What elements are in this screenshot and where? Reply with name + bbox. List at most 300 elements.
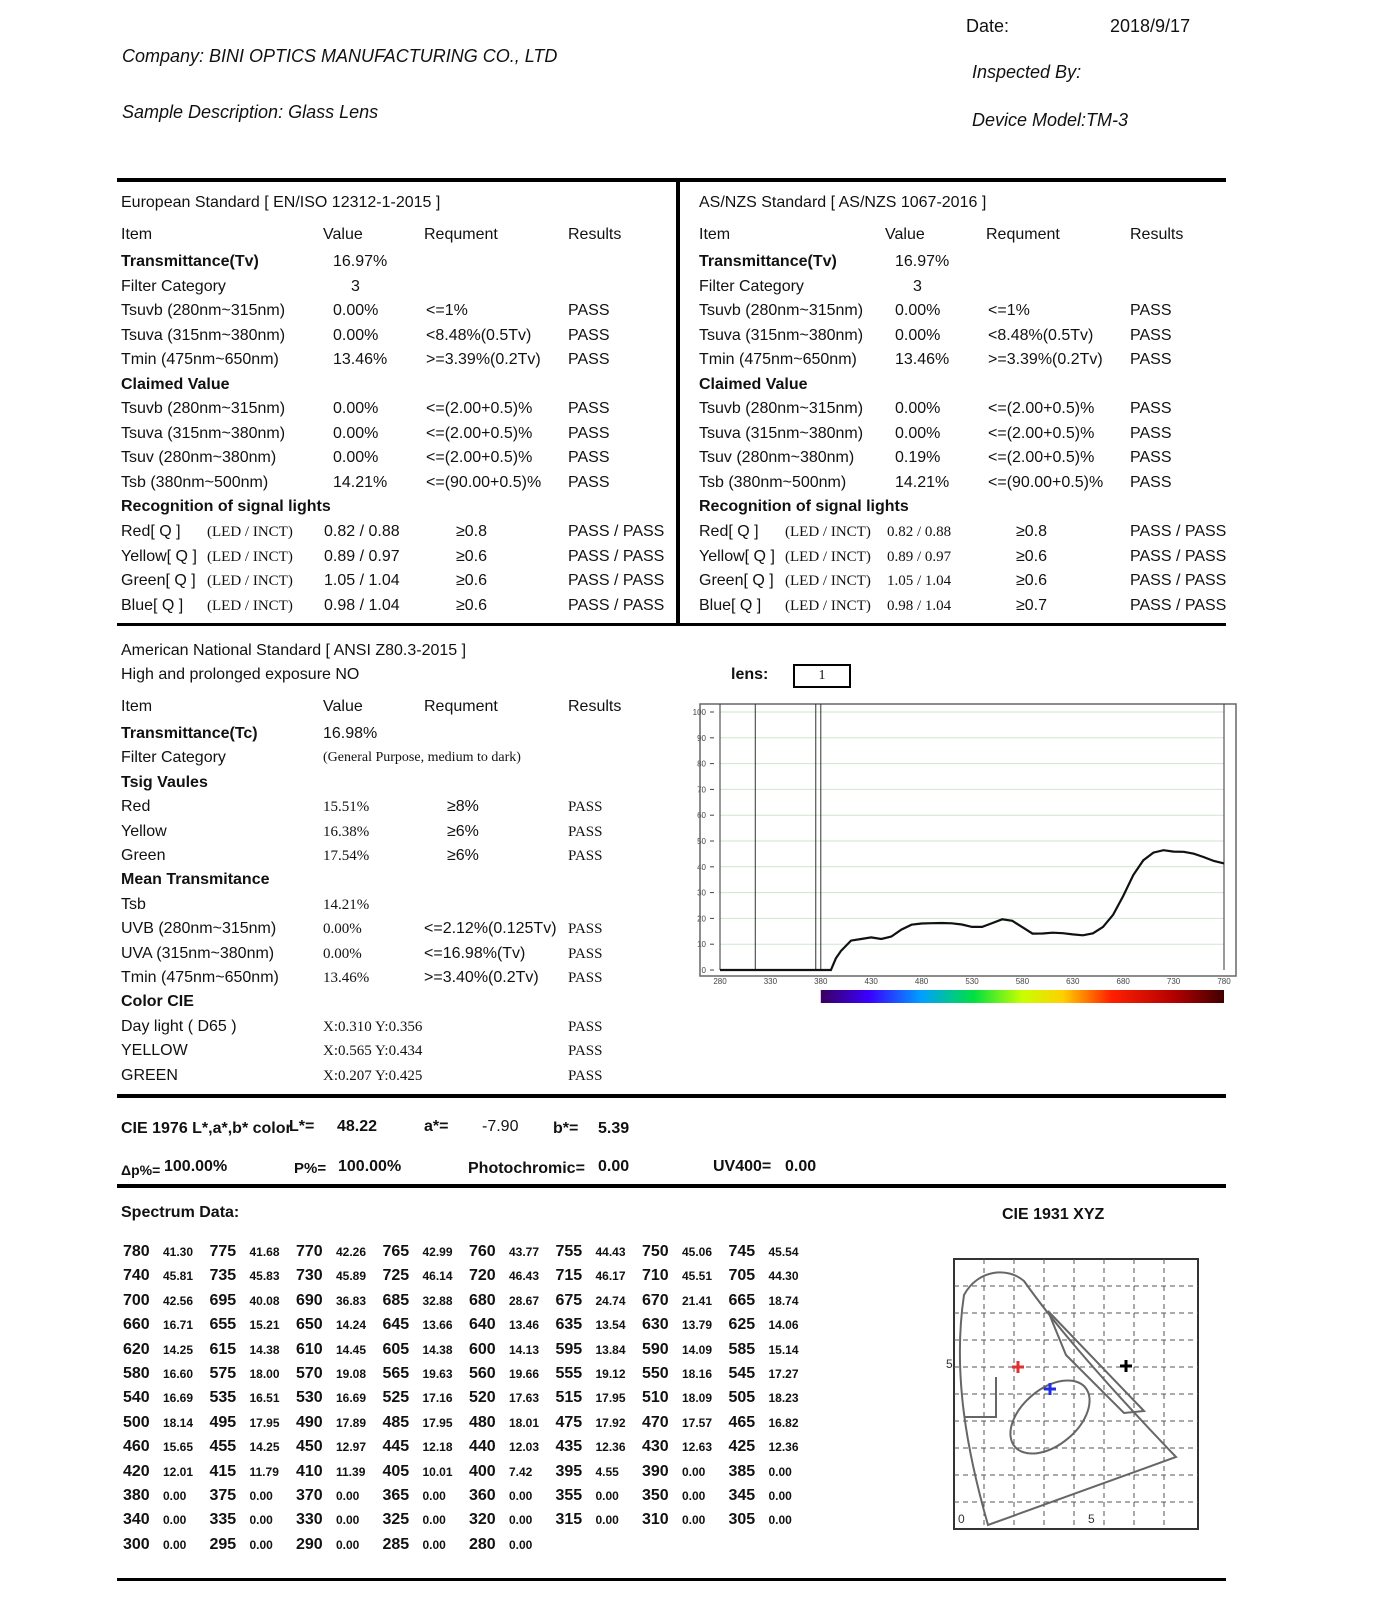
spectral-locus [960, 1272, 1176, 1525]
top-rule [117, 178, 1226, 182]
transmittance-value: 19.63 [422, 1367, 453, 1381]
row-item: Tsuv (280nm~380nm) [699, 449, 855, 466]
signal-value: 0.89 / 0.97 [887, 548, 952, 565]
transmittance-value: 17.16 [422, 1391, 453, 1406]
table-row [121, 348, 661, 372]
table-row [121, 422, 661, 446]
signal-sub: (LED / INCT) [785, 524, 871, 540]
row-item: Tsuva (315nm~380nm) [699, 326, 864, 344]
l-star-value: 48.22 [337, 1118, 378, 1135]
row-result: PASS [568, 326, 610, 344]
cie1931-diagram [948, 1255, 1206, 1535]
transmittance-value: 21.41 [682, 1293, 713, 1308]
row-item: Transmittance(Tv) [121, 253, 259, 270]
wavelength: 485 [382, 1413, 410, 1431]
row-item: Green [121, 847, 166, 864]
spectrum-row [123, 1411, 943, 1435]
wavelength: 465 [728, 1413, 756, 1431]
wavelength: 450 [296, 1438, 323, 1456]
table-row [699, 446, 1239, 470]
signal-requirement: ≥0.8 [456, 523, 488, 540]
wavelength: 310 [642, 1511, 669, 1529]
row-item: Filter Category [699, 277, 804, 295]
transmittance-value: 18.09 [682, 1391, 713, 1406]
wavelength: 475 [555, 1413, 583, 1431]
wavelength: 440 [469, 1438, 496, 1456]
uv400-value: 0.00 [785, 1158, 817, 1175]
row-result: PASS [568, 848, 603, 864]
signal-region-1 [1048, 1311, 1144, 1413]
signal-row [699, 569, 1259, 593]
signal-result: PASS / PASS [1130, 596, 1227, 614]
signal-result: PASS / PASS [568, 523, 665, 540]
table-row [699, 324, 1239, 348]
row-result: PASS [1130, 302, 1172, 319]
transmittance-value: 17.95 [249, 1415, 280, 1430]
wavelength: 285 [382, 1535, 410, 1553]
transmittance-value: 0.00 [768, 1464, 792, 1479]
row-requirement: ≥6% [447, 822, 479, 840]
row-requirement: <=(2.00+0.5)% [426, 400, 533, 417]
row-requirement: >=3.39%(0.2Tv) [426, 351, 541, 368]
row-item: Tsb (380nm~500nm) [699, 473, 847, 491]
signal-result: PASS / PASS [568, 547, 665, 565]
wavelength: 315 [555, 1511, 583, 1529]
wavelength: 395 [555, 1462, 583, 1480]
wavelength: 545 [728, 1365, 756, 1382]
cie1976-label: CIE 1976 L*,a*,b* color [121, 1120, 292, 1137]
signal-sub: (LED / INCT) [207, 573, 293, 589]
row-result: PASS [568, 424, 610, 442]
table-row [121, 250, 661, 274]
wavelength: 725 [382, 1267, 410, 1285]
wavelength: 455 [209, 1438, 237, 1456]
ansi-subtitle: High and prolonged exposure NO [121, 666, 360, 683]
wavelength: 735 [209, 1267, 237, 1285]
table-row [121, 397, 661, 421]
signal-sub: (LED / INCT) [207, 548, 293, 565]
transmittance-value: 40.08 [249, 1293, 280, 1308]
table-row [121, 471, 661, 495]
device-model: Device Model:TM-3 [972, 110, 1129, 130]
transmittance-value: 19.66 [509, 1367, 540, 1381]
row-item: Mean Transmitance [121, 871, 270, 889]
wavelength: 495 [209, 1413, 237, 1431]
signal-item: Yellow[ Q ] [121, 547, 197, 565]
transmittance-curve [720, 850, 1224, 970]
row-result: PASS [568, 1018, 603, 1035]
signal-result: PASS / PASS [568, 596, 665, 614]
row-result: PASS [568, 945, 603, 962]
row-result: PASS [568, 351, 610, 368]
row-result: PASS [1130, 449, 1172, 466]
spectrum-title: Spectrum Data: [121, 1204, 240, 1221]
wavelength: 625 [728, 1316, 756, 1334]
wavelength: 415 [209, 1462, 237, 1480]
transmittance-value: 13.84 [595, 1342, 626, 1357]
row-item: Recognition of signal lights [699, 498, 909, 515]
wavelength: 730 [296, 1267, 323, 1285]
row-item: Tsb (380nm~500nm) [121, 473, 269, 491]
wavelength: 345 [728, 1487, 756, 1504]
col-results-header: Results [1130, 226, 1184, 243]
lens-number-box: 1 [793, 664, 851, 688]
signal-requirement: ≥0.7 [1016, 596, 1048, 614]
wavelength: 755 [555, 1243, 583, 1260]
signal-row [121, 520, 681, 544]
bottom-rule [117, 1578, 1226, 1581]
wavelength: 305 [728, 1511, 756, 1529]
a-star-label: a*= [424, 1118, 449, 1135]
row-item: YELLOW [121, 1042, 188, 1060]
transmittance-value: 0.00 [249, 1537, 273, 1552]
wavelength: 745 [728, 1243, 756, 1260]
transmittance-value: 45.51 [682, 1269, 713, 1284]
delta-p-value: 100.00% [164, 1158, 228, 1175]
signal-item: Yellow[ Q ] [699, 547, 775, 565]
transmittance-value: 36.83 [336, 1293, 367, 1308]
cie-rule [117, 1094, 1226, 1098]
wavelength: 535 [209, 1389, 237, 1407]
transmittance-value: 42.56 [163, 1293, 194, 1308]
transmittance-value: 32.88 [422, 1293, 453, 1308]
table-row [699, 250, 1239, 274]
row-requirement: ≥6% [447, 847, 479, 864]
spectrum-row [123, 1435, 943, 1459]
wavelength: 500 [123, 1413, 150, 1431]
transmittance-value: 17.92 [595, 1415, 626, 1430]
col-value-header: Value [323, 698, 363, 715]
row-result: PASS [1130, 351, 1172, 368]
wavelength: 560 [469, 1365, 496, 1382]
cie-tick-0: 0 [958, 1512, 965, 1526]
wavelength: 705 [728, 1267, 756, 1285]
wavelength: 435 [555, 1438, 583, 1456]
wavelength: 340 [123, 1511, 150, 1529]
transmittance-value: 14.38 [249, 1342, 280, 1357]
wavelength: 490 [296, 1413, 323, 1431]
transmittance-value: 45.89 [336, 1269, 367, 1284]
wavelength: 290 [296, 1535, 323, 1553]
signal-value: 0.82 / 0.88 [887, 524, 952, 540]
wavelength: 670 [642, 1291, 669, 1309]
transmittance-value: 12.97 [336, 1440, 367, 1455]
table-row [121, 1039, 666, 1063]
transmittance-value: 14.38 [422, 1342, 453, 1357]
transmittance-value: 14.13 [509, 1342, 540, 1357]
wavelength: 660 [123, 1316, 150, 1334]
row-value: 13.46% [895, 351, 950, 368]
transmittance-value: 14.25 [163, 1342, 194, 1357]
transmittance-value: 42.26 [336, 1245, 367, 1259]
row-value: (General Purpose, medium to dark) [323, 750, 521, 766]
signal-sub: (LED / INCT) [785, 548, 871, 565]
cie-grid [954, 1259, 1198, 1529]
x-tick-label: 530 [965, 977, 979, 986]
transmittance-value: 45.06 [682, 1245, 713, 1259]
row-result: PASS [568, 400, 610, 417]
transmittance-value: 10.01 [422, 1464, 453, 1479]
transmittance-value: 12.36 [595, 1440, 626, 1455]
row-requirement: <=(90.00+0.5)% [426, 473, 542, 491]
wavelength: 740 [123, 1267, 150, 1285]
wavelength: 480 [469, 1413, 496, 1431]
row-result: PASS [568, 823, 603, 840]
transmittance-value: 45.83 [249, 1269, 280, 1284]
spectrum-row [123, 1484, 943, 1508]
x-tick-label: 330 [763, 977, 778, 986]
table-row [121, 373, 661, 397]
wavelength: 520 [469, 1389, 496, 1407]
spectrum-row [123, 1313, 943, 1337]
row-item: Filter Category [121, 749, 226, 767]
cie1931-title: CIE 1931 XYZ [1002, 1206, 1105, 1223]
row-value: 16.38% [323, 823, 370, 840]
signal-row [699, 594, 1259, 618]
row-value: 0.00% [895, 424, 941, 442]
transmittance-value: 45.54 [768, 1245, 799, 1259]
row-value: X:0.207 Y:0.425 [323, 1067, 423, 1084]
x-tick-label: 730 [1166, 977, 1181, 986]
transmittance-value: 0.00 [768, 1489, 792, 1503]
transmittance-value: 43.77 [509, 1245, 540, 1259]
table-row [699, 422, 1239, 446]
delta-p-label: Δp%= [121, 1162, 161, 1178]
wavelength: 390 [642, 1462, 669, 1480]
signal-row [121, 594, 681, 618]
table-row [121, 446, 661, 470]
transmittance-value: 11.79 [249, 1464, 279, 1479]
wavelength: 280 [469, 1535, 496, 1553]
row-requirement: <=(2.00+0.5)% [426, 449, 533, 466]
signal-value: 0.98 / 1.04 [887, 597, 952, 614]
wavelength: 675 [555, 1291, 583, 1309]
signal-requirement: ≥0.6 [1016, 547, 1048, 565]
row-item: Tmin (475nm~650nm) [121, 969, 279, 986]
table-row [121, 722, 666, 746]
yellow-marker-black [1120, 1360, 1132, 1372]
transmittance-value: 19.08 [336, 1367, 367, 1381]
transmittance-value: 14.24 [336, 1318, 367, 1333]
wavelength: 335 [209, 1511, 237, 1529]
row-requirement: <8.48%(0.5Tv) [988, 326, 1094, 344]
table-row [699, 299, 1239, 323]
wavelength: 750 [642, 1243, 669, 1260]
row-requirement: <=(2.00+0.5)% [426, 424, 533, 442]
row-item: UVB (280nm~315nm) [121, 920, 277, 938]
row-item: GREEN [121, 1066, 178, 1084]
row-requirement: >=3.39%(0.2Tv) [988, 351, 1103, 368]
wavelength: 320 [469, 1511, 496, 1529]
transmittance-value: 24.74 [595, 1293, 626, 1308]
row-requirement: <=(2.00+0.5)% [988, 424, 1095, 442]
company-name: Company: BINI OPTICS MANUFACTURING CO., LTD [122, 46, 558, 66]
ansi-title: American National Standard [ ANSI Z80.3-2015 ] [121, 642, 467, 659]
transmittance-value: 0.00 [422, 1537, 446, 1552]
row-result: PASS [568, 302, 610, 319]
transmittance-value: 0.00 [163, 1537, 187, 1552]
row-value: X:0.310 Y:0.356 [323, 1018, 423, 1035]
wavelength: 350 [642, 1487, 669, 1504]
transmittance-value: 14.06 [768, 1318, 799, 1333]
wavelength: 470 [642, 1413, 669, 1431]
transmittance-value: 12.36 [768, 1440, 799, 1455]
transmittance-value: 16.60 [163, 1367, 194, 1381]
transmittance-value: 16.69 [336, 1391, 367, 1406]
row-requirement: <8.48%(0.5Tv) [426, 326, 532, 344]
wavelength: 330 [296, 1511, 323, 1529]
x-tick-label: 430 [864, 977, 878, 986]
signal-requirement: ≥0.8 [1016, 523, 1048, 540]
transmittance-value: 17.89 [336, 1415, 367, 1430]
wavelength: 575 [209, 1365, 237, 1382]
row-result: PASS [568, 799, 603, 816]
transmittance-value: 46.17 [595, 1269, 626, 1284]
wavelength: 555 [555, 1365, 583, 1382]
wavelength: 525 [382, 1389, 410, 1407]
wavelength: 645 [382, 1316, 410, 1334]
wavelength: 760 [469, 1243, 496, 1260]
x-tick-label: 780 [1217, 977, 1231, 986]
transmittance-value: 19.12 [595, 1367, 626, 1381]
transmittance-value: 12.03 [509, 1440, 540, 1455]
wavelength: 715 [555, 1267, 583, 1285]
transmittance-value: 17.63 [509, 1391, 540, 1406]
row-item: Claimed Value [121, 375, 230, 393]
signal-row [121, 569, 681, 593]
transmittance-value: 0.00 [768, 1513, 792, 1528]
row-value: 0.00% [323, 945, 362, 962]
row-value: 16.98% [323, 725, 378, 742]
col-value-header: Value [323, 226, 363, 243]
col-item-header: Item [699, 226, 731, 243]
x-tick-label: 280 [713, 977, 727, 986]
date-value: 2018/9/17 [1110, 16, 1191, 36]
row-result: PASS [568, 449, 610, 466]
table-row [121, 820, 666, 844]
y-tick-label: 0 [701, 966, 706, 975]
transmittance-value: 41.30 [163, 1245, 194, 1259]
signal-item: Green[ Q ] [699, 572, 774, 589]
table-row [121, 990, 666, 1014]
transmittance-value: 16.69 [163, 1391, 194, 1406]
wavelength: 380 [123, 1487, 150, 1504]
table-row [121, 966, 666, 990]
transmittance-value: 18.00 [249, 1367, 280, 1381]
y-tick-label: 70 [697, 785, 706, 795]
row-value: 0.00% [895, 400, 941, 417]
spectrum-row [123, 1338, 943, 1362]
transmittance-value: 16.71 [163, 1318, 194, 1333]
row-item: UVA (315nm~380nm) [121, 944, 275, 962]
row-item: Red [121, 798, 151, 816]
x-tick-label: 380 [814, 977, 828, 986]
transmittance-value: 17.27 [768, 1367, 799, 1381]
y-tick-label: 90 [697, 733, 706, 743]
signal-item: Blue[ Q ] [699, 596, 762, 614]
transmittance-value: 16.51 [249, 1391, 280, 1406]
row-value: 3 [351, 277, 360, 295]
wavelength: 610 [296, 1340, 323, 1358]
row-value: 16.97% [333, 253, 388, 270]
transmittance-value: 0.00 [336, 1513, 360, 1528]
row-value: 0.00% [333, 449, 379, 466]
table-row [121, 844, 666, 868]
row-result: PASS [1130, 400, 1172, 417]
wavelength: 775 [209, 1243, 237, 1260]
spectrum-row [123, 1460, 943, 1484]
wavelength: 400 [469, 1462, 496, 1480]
transmittance-value: 17.95 [595, 1391, 626, 1406]
y-tick-label: 10 [697, 940, 706, 950]
wavelength: 570 [296, 1365, 323, 1382]
transmittance-value: 7.42 [509, 1464, 533, 1479]
row-requirement: <=(2.00+0.5)% [988, 400, 1095, 417]
row-requirement: >=3.40%(0.2Tv) [424, 969, 539, 986]
row-item: Tsuvb (280nm~315nm) [699, 400, 864, 417]
spectrum-rule [117, 1184, 1226, 1188]
row-requirement: <=2.12%(0.125Tv) [424, 920, 557, 938]
date-label: Date: [966, 16, 1010, 36]
table-row [699, 373, 1239, 397]
transmittance-value: 16.82 [768, 1415, 799, 1430]
wavelength: 665 [728, 1291, 756, 1309]
signal-value: 0.82 / 0.88 [324, 523, 400, 540]
transmittance-value: 15.14 [768, 1342, 799, 1357]
x-tick-label: 480 [914, 977, 929, 986]
wavelength: 510 [642, 1389, 669, 1407]
table-row [121, 495, 661, 519]
photochromic-label: Photochromic= [468, 1160, 585, 1177]
signal-result: PASS / PASS [1130, 547, 1227, 565]
spectrum-row [123, 1264, 943, 1288]
wavelength: 685 [382, 1291, 410, 1309]
row-value: 14.21% [895, 473, 950, 491]
green-marker-blue [1044, 1383, 1056, 1395]
y-tick-label: 40 [697, 862, 706, 872]
spectrum-row [123, 1240, 943, 1264]
transmittance-value: 0.00 [682, 1489, 706, 1503]
spectrum-row [123, 1362, 943, 1386]
wavelength: 430 [642, 1438, 669, 1456]
signal-requirement: ≥0.6 [456, 596, 488, 614]
wavelength: 690 [296, 1291, 323, 1309]
wavelength: 780 [123, 1243, 150, 1260]
transmittance-value: 4.55 [595, 1464, 619, 1479]
visible-spectrum-bar [821, 990, 1224, 1003]
wavelength: 640 [469, 1316, 496, 1334]
wavelength: 650 [296, 1316, 323, 1334]
transmittance-value: 0.00 [163, 1513, 187, 1528]
wavelength: 765 [382, 1243, 410, 1260]
transmittance-value: 0.00 [595, 1513, 619, 1528]
uv400-label: UV400= [713, 1158, 772, 1175]
row-item: Tsuv (280nm~380nm) [121, 449, 277, 466]
row-requirement: <=(2.00+0.5)% [988, 449, 1095, 466]
row-result: PASS [568, 921, 603, 938]
table-row [121, 275, 661, 299]
row-item: Tsuvb (280nm~315nm) [121, 400, 286, 417]
transmittance-value: 17.95 [422, 1415, 453, 1430]
wavelength: 405 [382, 1462, 410, 1480]
table-row [699, 471, 1239, 495]
row-value: 0.00% [333, 302, 379, 319]
row-item: Transmittance(Tv) [699, 253, 837, 270]
table-row [121, 1064, 666, 1088]
y-tick-label: 50 [697, 837, 706, 846]
transmittance-value: 0.00 [682, 1464, 706, 1479]
signal-sub: (LED / INCT) [785, 597, 871, 614]
